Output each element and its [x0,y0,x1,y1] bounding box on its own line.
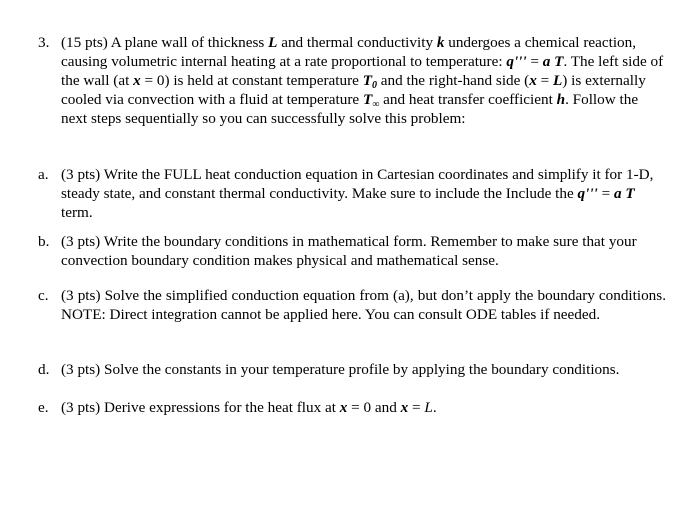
var-aT: a T [542,53,564,70]
part-d-label: d. [38,361,50,378]
var-k: k [436,34,445,51]
var-x: x [133,72,141,89]
var-T-inf: $T_\infty$ [362,91,380,110]
part-e-label: e. [38,399,49,416]
var-L-2: L [553,72,563,89]
var-q-triple-prime: q''' [577,185,598,202]
problem-points: (15 pts) [61,34,108,51]
part-c-label: c. [38,287,49,304]
var-x-2: x [400,399,409,416]
var-q-triple-prime: q''' [506,53,527,70]
var-L: L [424,399,433,416]
var-L: L [268,34,278,51]
problem-statement: (15 pts) A plane wall of thickness L and thermal conductivity k undergoes a chemical reaction, causing volumetric internal heating at a rate proportional to temperature: q''' = a T. The left side of the wall (at x = 0) is held at constant temperature $T_0$ and the right-hand side (x = L) is externally cooled via convection with a fluid at temperature $T_\infty$ and heat transfer coefficient h. Follow the next steps sequentially so you can successfully solve this problem: [61,34,664,127]
var-T0: $T_0$ [362,72,377,91]
part-a-label: a. [38,166,49,183]
part-c-text: (3 pts) Solve the simplified conduction equation from (a), but don’t apply the boundary conditions. NOTE: Direct integration cannot be applied here. You can consult ODE tables if needed. [61,287,666,323]
problem-number: 3. [38,34,50,51]
var-aT: a T [613,185,635,202]
part-d-text: (3 pts) Solve the constants in your temperature profile by applying the boundary conditions. [61,361,620,378]
part-b-text: (3 pts) Write the boundary conditions in mathematical form. Remember to make sure that your convection boundary condition makes physical and mathematical sense. [61,233,637,269]
part-a-text: (3 pts) Write the FULL heat conduction equation in Cartesian coordinates and simplify it for 1-D, steady state, and constant thermal conductivity. Make sure to include the Include the q''' = a T term. [61,166,654,221]
part-b-label: b. [38,233,50,250]
part-e-text: (3 pts) Derive expressions for the heat flux at x = 0 and x = L. [61,399,437,416]
var-x: x [339,399,348,416]
var-h: h [556,91,566,108]
var-x-2: x [529,72,537,89]
